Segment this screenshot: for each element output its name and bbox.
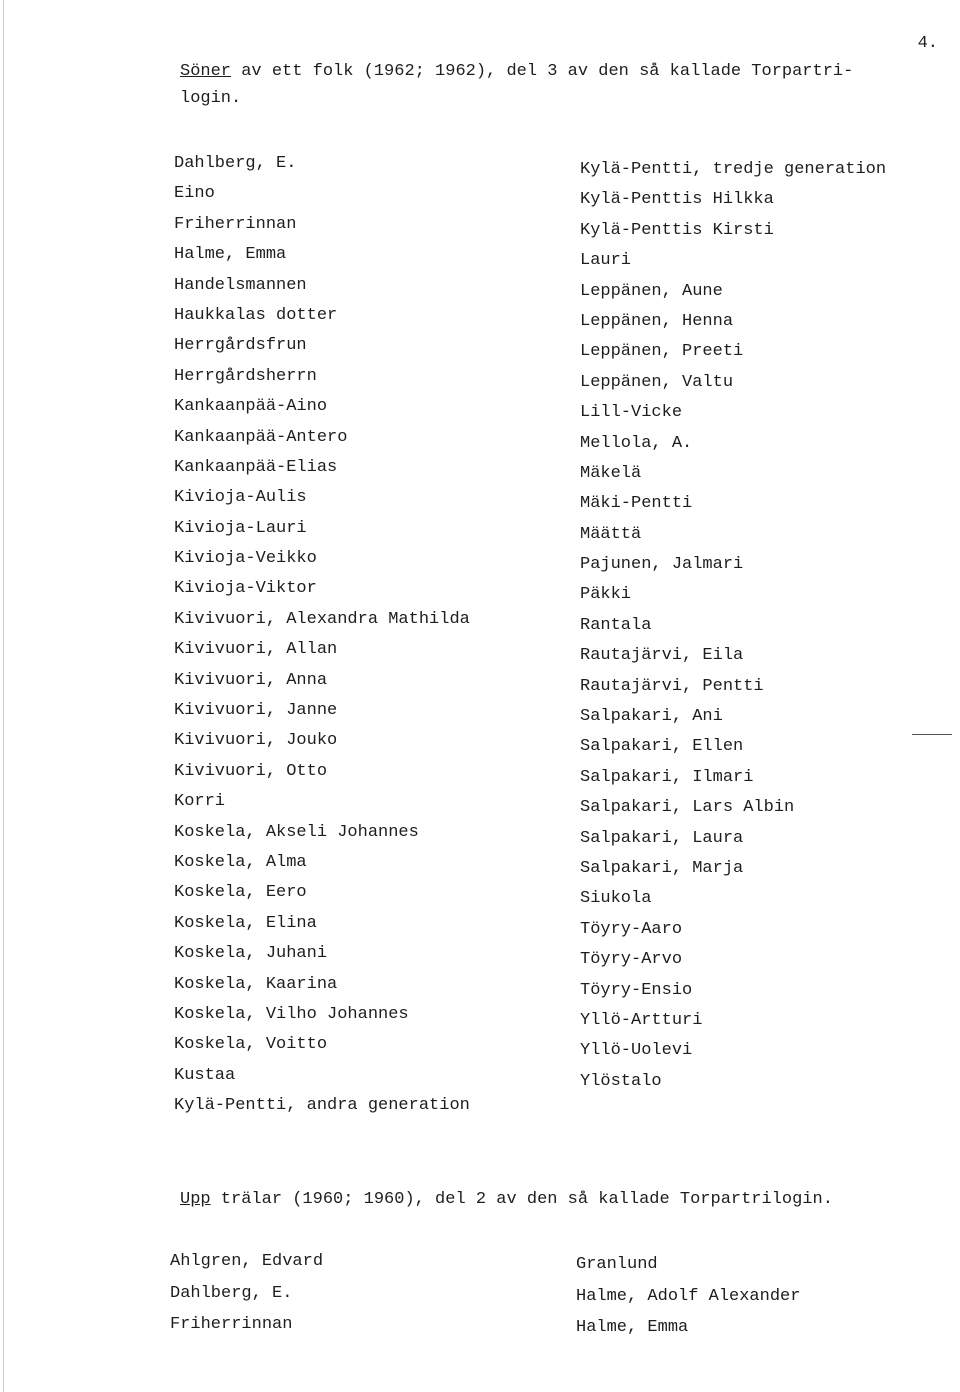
list-item: Määttä xyxy=(580,524,642,544)
list-item: Mäki-Pentti xyxy=(580,494,693,514)
list-item: Halme, Adolf Alexander xyxy=(576,1286,801,1306)
list-item: Mäkelä xyxy=(580,463,642,483)
heading-text: av ett folk (1962; 1962), del 3 av den så kallade Torpartri- login. xyxy=(180,62,854,108)
list-item: Koskela, Akseli Johannes xyxy=(174,822,419,842)
list-item: Ahlgren, Edvard xyxy=(170,1252,324,1271)
list-item: Kivivuori, Allan xyxy=(174,640,338,660)
list-item: Halme, Emma xyxy=(174,245,287,265)
list-item: Herrgårdsherrn xyxy=(174,366,317,386)
list-item: Ylöstalo xyxy=(580,1071,662,1091)
margin-mark xyxy=(912,734,952,735)
list-item: Halme, Emma xyxy=(576,1318,689,1337)
list-item: Koskela, Voitto xyxy=(174,1035,328,1055)
list-item: Kivioja-Lauri xyxy=(174,518,307,538)
list-item: Dahlberg, E. xyxy=(174,154,297,173)
list-item: Rautajärvi, Pentti xyxy=(580,676,764,696)
list-item: Yllö-Uolevi xyxy=(580,1041,693,1061)
list-item: Salpakari, Laura xyxy=(580,828,744,848)
list-item: Kylä-Penttis Kirsti xyxy=(580,220,774,240)
heading-text: trälar (1960; 1960), del 2 av den så kallade Torpartrilogin. xyxy=(210,1190,833,1209)
section-heading-upp-tralar xyxy=(180,1186,900,1213)
list-item: Salpakari, Ellen xyxy=(580,737,744,757)
list-item: Kankaanpää-Elias xyxy=(174,457,338,477)
list-item: Leppänen, Preeti xyxy=(580,342,744,362)
list-item: Töyry-Ensio xyxy=(580,980,693,1000)
list-item: Korri xyxy=(174,792,226,812)
list-item: Kivioja-Aulis xyxy=(174,488,307,508)
list-item: Salpakari, Ani xyxy=(580,707,723,727)
list-item: Töyry-Aaro xyxy=(580,919,683,939)
list-item: Koskela, Eero xyxy=(174,883,307,903)
list-item: Leppänen, Aune xyxy=(580,281,723,301)
list-item: Salpakari, Marja xyxy=(580,858,744,878)
name-list-left-2 xyxy=(170,1246,323,1341)
name-list-right xyxy=(580,155,886,1097)
list-item: Koskela, Alma xyxy=(174,852,307,872)
list-item: Eino xyxy=(174,184,215,204)
list-item: Koskela, Kaarina xyxy=(174,974,338,994)
list-item: Mellola, A. xyxy=(580,433,693,453)
list-item: Dahlberg, E. xyxy=(170,1283,293,1303)
list-item: Lill-Vicke xyxy=(580,403,683,423)
scan-edge-line xyxy=(3,0,4,1392)
list-item: Friherrinnan xyxy=(174,214,297,234)
list-item: Pajunen, Jalmari xyxy=(580,555,744,575)
list-item: Kylä-Pentti, tredje generation xyxy=(580,160,887,179)
page-number: 4. xyxy=(917,34,938,53)
name-list-left xyxy=(174,149,470,1122)
list-item: Kivivuori, Anna xyxy=(174,670,328,690)
list-item: Granlund xyxy=(576,1255,658,1274)
list-item: Rautajärvi, Eila xyxy=(580,646,744,666)
list-item: Kankaanpää-Antero xyxy=(174,427,348,447)
list-item: Herrgårdsfrun xyxy=(174,336,307,356)
list-item: Friherrinnan xyxy=(170,1315,293,1334)
list-item: Kankaanpää-Aino xyxy=(174,397,328,417)
list-item: Koskela, Vilho Johannes xyxy=(174,1004,409,1024)
list-item: Handelsmannen xyxy=(174,275,307,295)
list-item: Kivivuori, Jouko xyxy=(174,731,338,751)
list-item: Kivivuori, Alexandra Mathilda xyxy=(174,609,470,629)
list-item: Leppänen, Henna xyxy=(580,311,734,331)
list-item: Koskela, Juhani xyxy=(174,944,328,964)
list-item: Kustaa xyxy=(174,1065,236,1085)
list-item: Haukkalas dotter xyxy=(174,305,338,325)
list-item: Kivivuori, Janne xyxy=(174,701,338,721)
list-item: Rantala xyxy=(580,615,652,635)
book-title: Upp xyxy=(180,1190,211,1209)
list-item: Kylä-Pentti, andra generation xyxy=(174,1096,470,1116)
list-item: Kivioja-Veikko xyxy=(174,549,317,569)
name-list-right-2 xyxy=(576,1249,800,1344)
list-item: Yllö-Artturi xyxy=(580,1010,703,1030)
list-item: Kivioja-Viktor xyxy=(174,579,317,599)
list-item: Päkki xyxy=(580,585,632,605)
section-heading-soner xyxy=(180,58,900,112)
list-item: Kylä-Penttis Hilkka xyxy=(580,190,774,210)
list-item: Koskela, Elina xyxy=(174,913,317,933)
list-item: Kivivuori, Otto xyxy=(174,761,328,781)
book-title: Söner xyxy=(180,62,232,81)
list-item: Siukola xyxy=(580,889,652,909)
list-item: Leppänen, Valtu xyxy=(580,372,734,392)
list-item: Töyry-Arvo xyxy=(580,950,683,970)
list-item: Salpakari, Ilmari xyxy=(580,767,754,787)
list-item: Lauri xyxy=(580,251,632,271)
list-item: Salpakari, Lars Albin xyxy=(580,798,795,818)
